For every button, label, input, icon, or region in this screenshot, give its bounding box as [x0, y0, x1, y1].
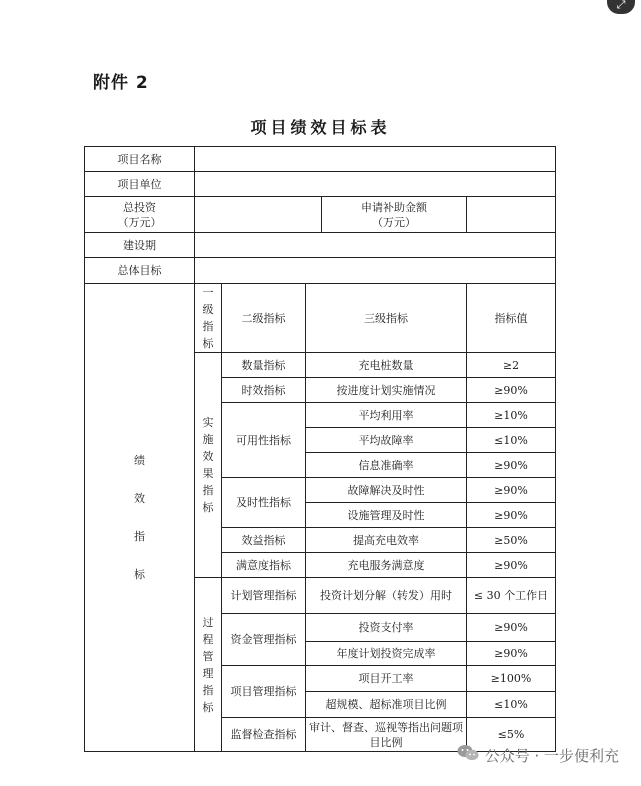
process-label-char: 指 — [202, 683, 214, 697]
subsidy-label — [322, 197, 467, 233]
attachment-label: 附件 2 — [93, 73, 149, 93]
value-cell: ≥90% — [467, 453, 556, 478]
big-label-char: 指 — [134, 529, 145, 543]
impl-label-char: 指 — [202, 484, 214, 497]
watermark — [457, 744, 619, 766]
impl-label-char: 标 — [202, 501, 214, 514]
total-invest-value — [195, 197, 322, 233]
level3-cell: 提高充电效率 — [306, 528, 467, 553]
value-cell: ≥100% — [467, 666, 556, 692]
level1-header-char: 标 — [202, 337, 214, 350]
value-cell: ≥90% — [467, 378, 556, 403]
performance-table — [84, 146, 556, 752]
value-cell: ≥10% — [467, 403, 556, 428]
level3-cell: 设施管理及时性 — [306, 503, 467, 528]
level1-header-char: 一 — [202, 286, 214, 299]
total-invest-line1: 总投资 — [123, 200, 156, 214]
level1-header — [195, 284, 222, 353]
level3-cell: 投资支付率 — [306, 614, 467, 642]
level3-cell: 按进度计划实施情况 — [306, 378, 467, 403]
big-label-char: 标 — [134, 567, 145, 581]
level2-cell: 项目管理指标 — [222, 666, 306, 718]
subsidy-value — [467, 197, 556, 233]
overall-goal-value — [195, 258, 556, 284]
process-label-char: 理 — [202, 666, 214, 680]
process-label-char: 程 — [202, 632, 214, 646]
level3-cell: 充电桩数量 — [306, 353, 467, 378]
overall-goal-label: 总体目标 — [85, 258, 195, 284]
value-cell: ≤ 30 个工作日 — [467, 578, 556, 614]
level1-header-char: 指 — [202, 320, 214, 333]
level2-cell: 数量指标 — [222, 353, 306, 378]
impl-effect-label — [195, 353, 222, 578]
level3-cell: 故障解决及时性 — [306, 478, 467, 503]
project-unit-label: 项目单位 — [85, 172, 195, 197]
subsidy-line2: （万元） — [372, 215, 416, 229]
level2-cell: 监督检查指标 — [222, 718, 306, 752]
process-mgmt-label — [195, 578, 222, 752]
level2-cell: 时效指标 — [222, 378, 306, 403]
level3-cell: 超规模、超标准项目比例 — [306, 692, 467, 718]
impl-label-char: 果 — [202, 467, 214, 480]
level3-cell: 审计、督查、巡视等指出问题项目比例 — [306, 718, 467, 752]
level2-cell: 满意度指标 — [222, 553, 306, 578]
value-cell: ≥90% — [467, 614, 556, 642]
build-period-value — [195, 233, 556, 258]
impl-label-char: 施 — [202, 433, 214, 446]
project-unit-value — [195, 172, 556, 197]
value-cell: ≤10% — [467, 428, 556, 453]
level2-cell: 计划管理指标 — [222, 578, 306, 614]
level2-cell: 可用性指标 — [222, 403, 306, 478]
process-label-char: 管 — [202, 649, 214, 663]
level2-header: 二级指标 — [222, 284, 306, 353]
value-cell: ≥90% — [467, 642, 556, 666]
level3-cell: 平均故障率 — [306, 428, 467, 453]
value-cell: ≤5% — [467, 718, 556, 752]
big-label-char: 效 — [134, 491, 145, 505]
level3-cell: 投资计划分解（转发）用时 — [306, 578, 467, 614]
value-cell: ≥50% — [467, 528, 556, 553]
process-label-char: 过 — [202, 615, 214, 629]
level3-cell: 项目开工率 — [306, 666, 467, 692]
big-label-char: 绩 — [134, 453, 145, 467]
level3-cell: 年度计划投资完成率 — [306, 642, 467, 666]
level2-cell: 资金管理指标 — [222, 614, 306, 666]
build-period-label: 建设期 — [85, 233, 195, 258]
level3-header: 三级指标 — [306, 284, 467, 353]
value-cell: ≥90% — [467, 503, 556, 528]
process-label-char: 标 — [202, 700, 214, 714]
value-header: 指标值 — [467, 284, 556, 353]
value-cell: ≥90% — [467, 553, 556, 578]
project-name-value — [195, 147, 556, 172]
total-invest-line2: （万元） — [117, 215, 162, 229]
value-cell: ≥2 — [467, 353, 556, 378]
expand-icon[interactable]: ⤢ — [607, 0, 635, 14]
subsidy-line1: 申请补助金额 — [361, 200, 427, 214]
wechat-icon — [457, 744, 479, 766]
level2-cell: 效益指标 — [222, 528, 306, 553]
value-cell: ≥90% — [467, 478, 556, 503]
impl-label-char: 效 — [202, 450, 214, 463]
level3-cell: 信息准确率 — [306, 453, 467, 478]
level1-header-char: 级 — [202, 303, 214, 316]
level2-cell: 及时性指标 — [222, 478, 306, 528]
impl-label-char: 实 — [202, 416, 214, 429]
project-name-label: 项目名称 — [85, 147, 195, 172]
total-invest-label — [85, 197, 195, 233]
watermark-text: 公众号 · 一步便利充 — [484, 746, 619, 765]
page-title: 项目绩效目标表 — [250, 118, 391, 137]
level3-cell: 充电服务满意度 — [306, 553, 467, 578]
performance-indicator-label — [85, 284, 195, 752]
value-cell: ≤10% — [467, 692, 556, 718]
level3-cell: 平均利用率 — [306, 403, 467, 428]
